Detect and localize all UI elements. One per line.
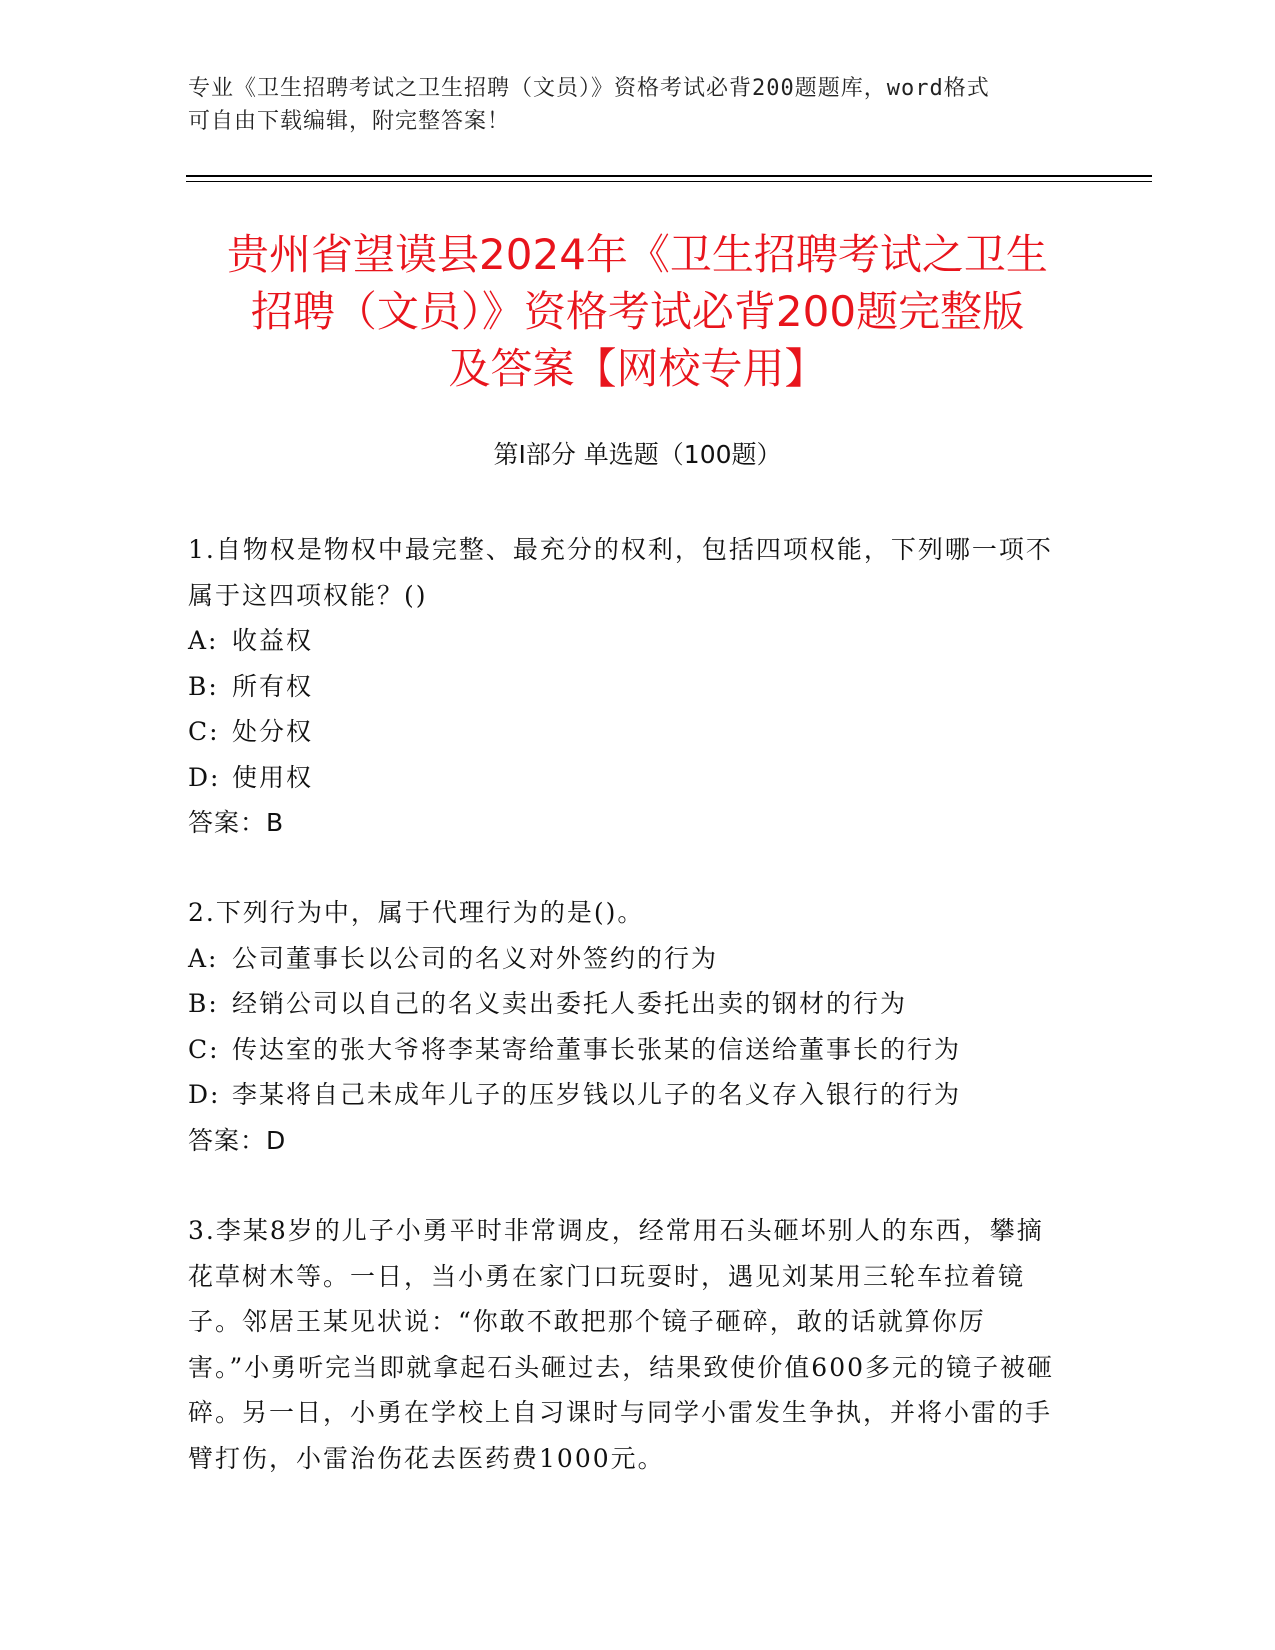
answer-label: 答案：B [188,808,285,837]
option-c [188,1027,1068,1073]
option-key: D: [188,762,221,792]
option-a [188,936,1068,982]
answer-label: 答案：D [188,1125,287,1155]
option-text: 收益权 [232,626,314,655]
option-c [188,709,1068,755]
option-text: 公司董事长以公司的名义对外签约的行为 [232,943,719,973]
option-key: A: [188,626,219,655]
option-d [188,1072,1068,1118]
option-b [188,981,1068,1027]
option-text: 使用权 [232,762,314,792]
question-1 [188,527,1068,846]
option-b [188,664,1068,710]
option-text: 李某将自己未成年儿子的压岁钱以儿子的名义存入银行的行为 [232,1080,962,1109]
document-title-line-1: 贵州省望谟县2024年《卫生招聘考试之卫生 [227,230,1048,279]
document-title [170,226,1105,397]
option-key: A: [188,943,219,973]
header-divider-thick [186,175,1152,177]
option-text: 所有权 [232,671,314,701]
option-key: B: [188,989,219,1018]
question-text: 2.下列行为中，属于代理行为的是()。 [188,898,645,927]
question-text: 1.自物权是物权中最完整、最充分的权利，包括四项权能，下列哪一项不属于这四项权能？() [188,535,1053,610]
question-text: 3.李某8岁的儿子小勇平时非常调皮，经常用石头砸坏别人的东西，攀摘花草树木等。一日，当小勇在家门口玩耍时，遇见刘某用三轮车拉着镜子。邻居王某见状说：“你敢不敢把那个镜子砸碎，敢的话就算你厉害。”小勇听完当即就拿起石头砸过去，结果致使价值600多元的镜子被砸碎。另一日，小勇在学校上自习课时与同学小雷发生争执，并将小雷的手臂打伤，小雷治伤花去医药费1000元。 [188,1216,1055,1473]
document-title-line-3: 及答案【网校专用】 [448,344,827,393]
option-key: D: [188,1080,221,1109]
header-note-line-1: 专业《卫生招聘考试之卫生招聘（文员）》资格考试必背200题题库，word格式 [188,76,990,101]
option-key: B: [188,671,219,701]
option-key: C: [188,1034,220,1064]
option-a [188,618,1068,664]
option-text: 传达室的张大爷将李某寄给董事长张某的信送给董事长的行为 [232,1034,962,1064]
question-2 [188,890,1068,1163]
option-key: C: [188,717,220,746]
option-d [188,755,1068,801]
header-note-line-2: 可自由下载编辑，附完整答案！ [188,109,511,134]
question-3 [188,1208,1068,1481]
option-text: 经销公司以自己的名义卖出委托人委托出卖的钢材的行为 [232,989,908,1018]
section-heading: 第Ⅰ部分 单选题（100题） [493,440,782,469]
header-note [188,72,1088,138]
document-title-line-2: 招聘（文员）》资格考试必背200题完整版 [250,287,1025,336]
option-text: 处分权 [232,717,314,746]
header-divider-thin [186,181,1152,182]
